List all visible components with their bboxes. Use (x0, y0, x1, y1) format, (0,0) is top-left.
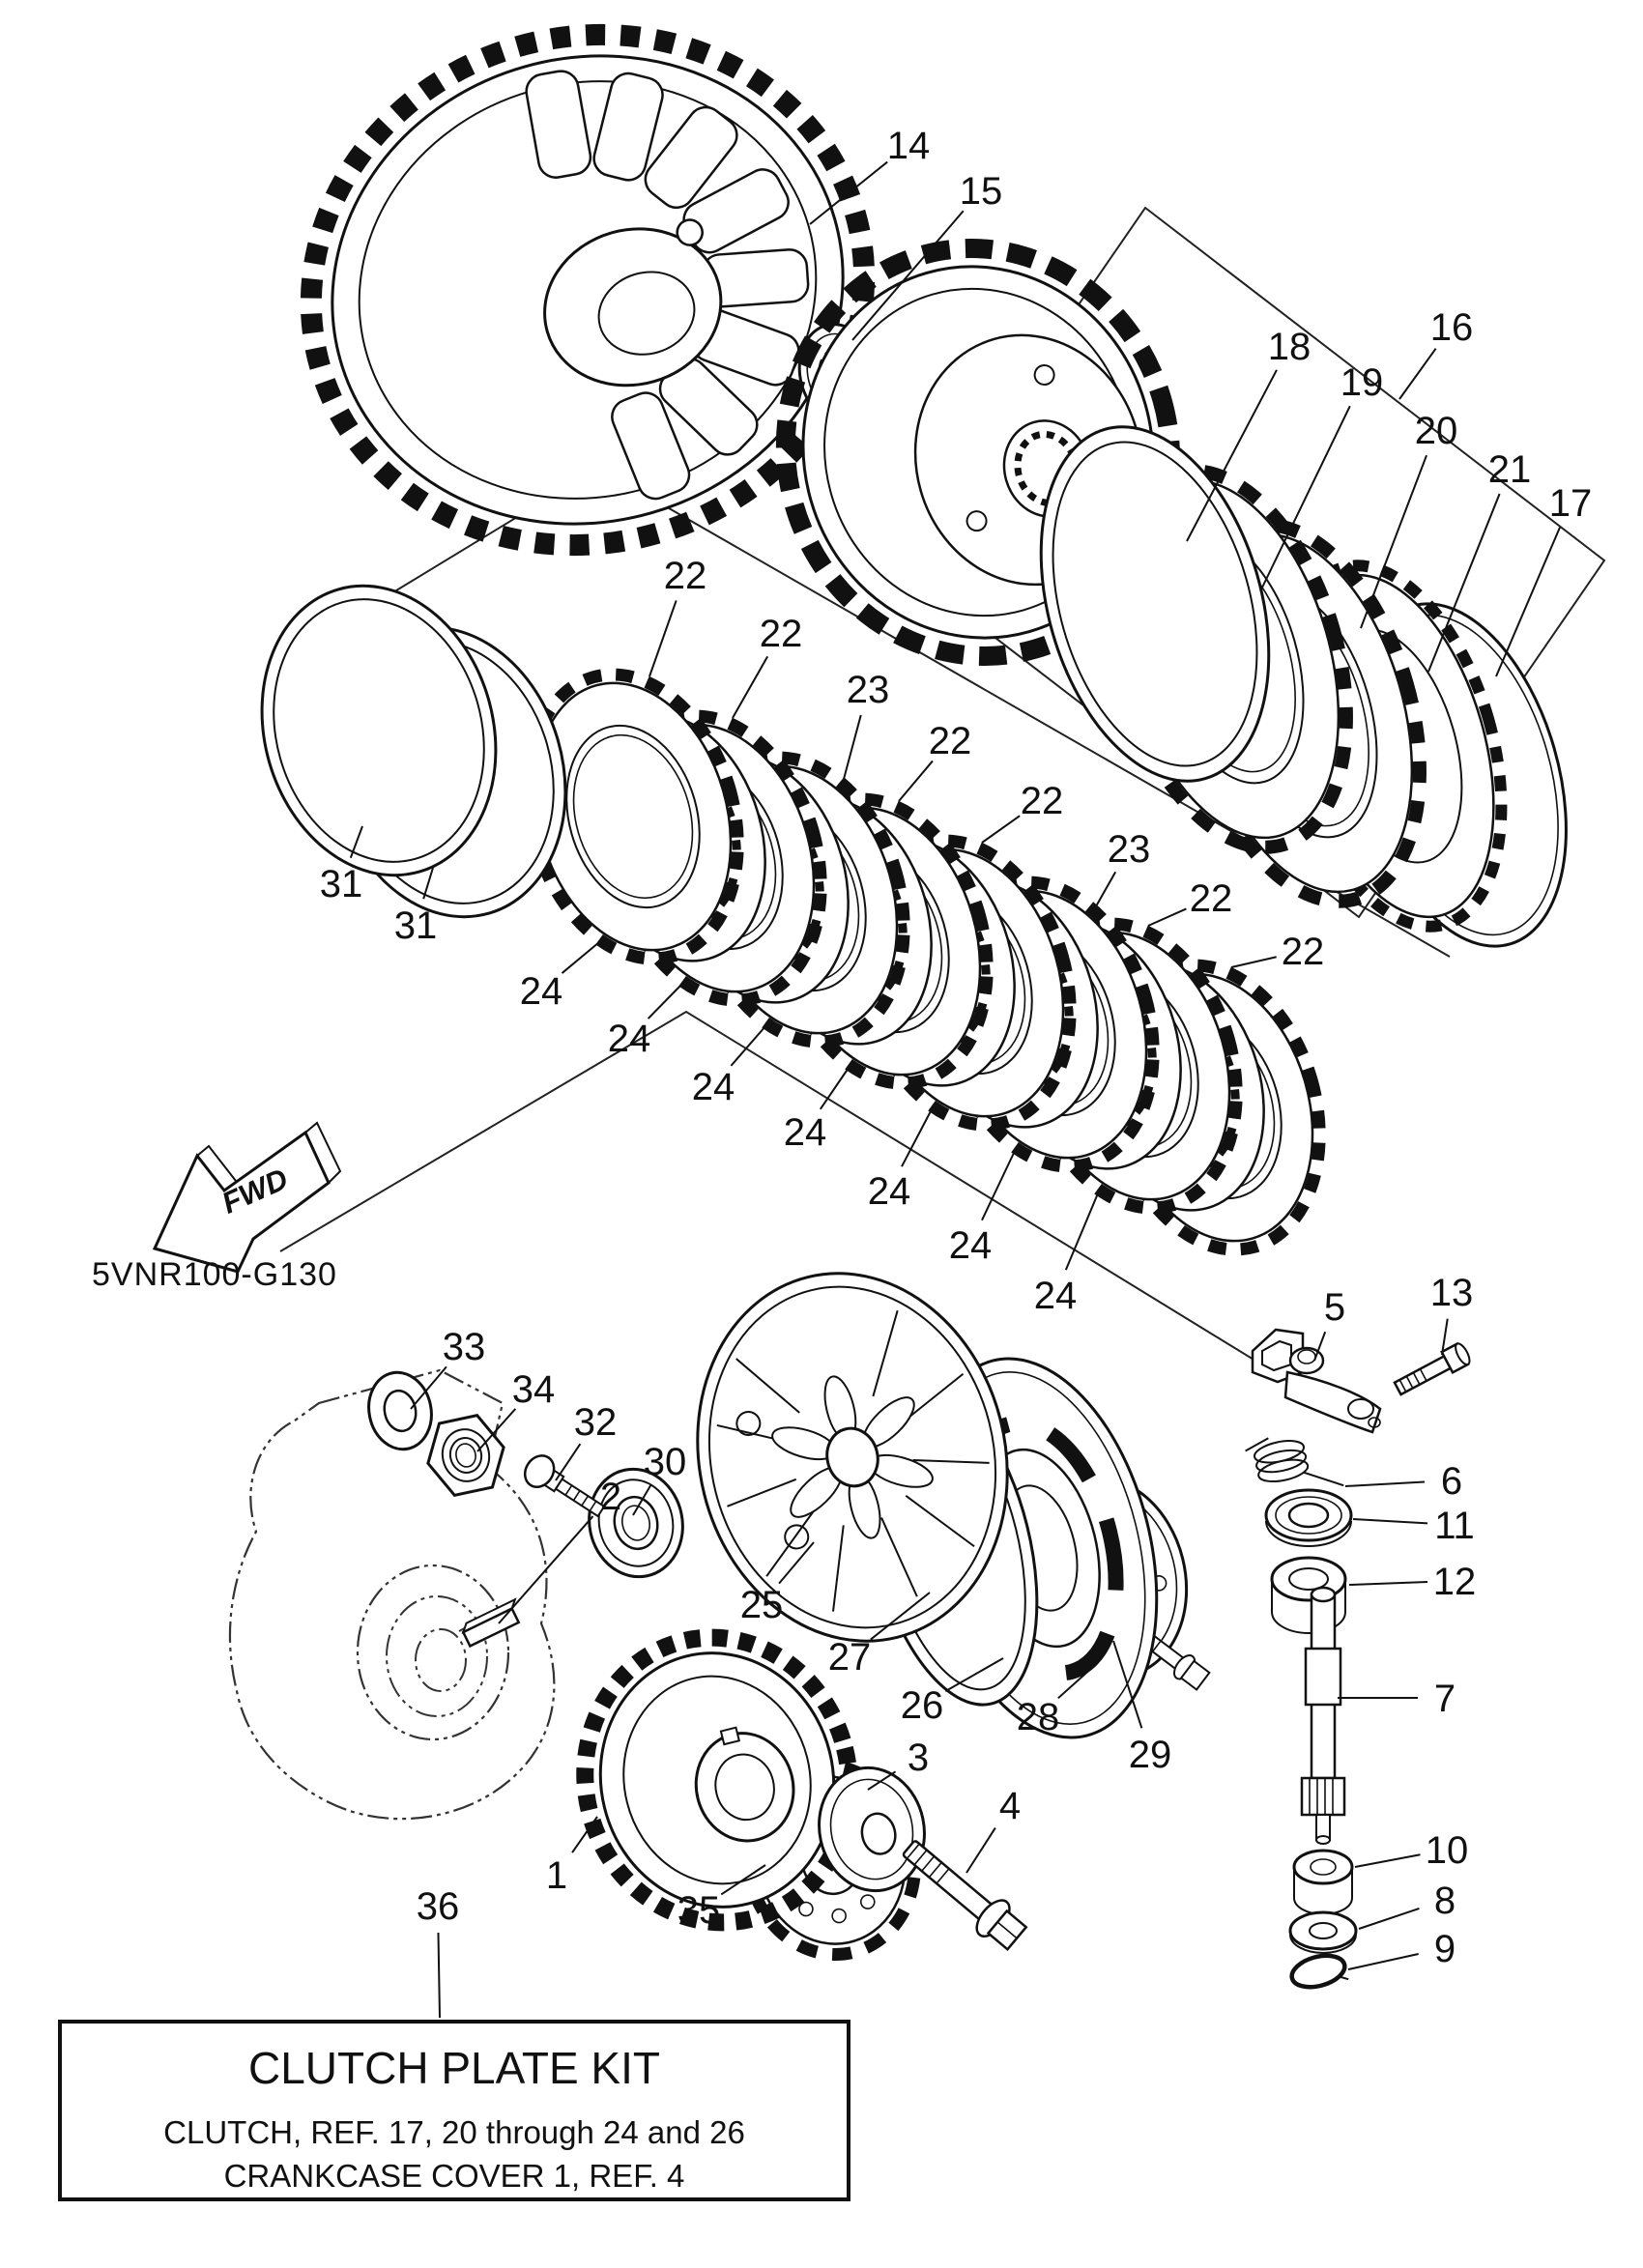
leader-line-24 (562, 942, 599, 973)
callout-34: 34 (511, 1368, 556, 1411)
callout-10: 10 (1425, 1829, 1469, 1872)
leader-line-22 (649, 600, 677, 676)
cover-boss (358, 1565, 508, 1739)
callout-7: 7 (1433, 1678, 1456, 1720)
callout-22: 22 (663, 555, 707, 597)
callout-9: 9 (1433, 1928, 1456, 1970)
bearing-11 (1266, 1490, 1351, 1546)
leader-line-22 (1148, 908, 1186, 926)
callout-23: 23 (1107, 828, 1151, 871)
leader-line-8 (1359, 1909, 1419, 1929)
callout-23: 23 (846, 669, 890, 711)
callout-31: 31 (319, 863, 363, 905)
leader-line-6 (1345, 1482, 1425, 1486)
leader-line-9 (1348, 1954, 1419, 1969)
spring-washer-9 (1288, 1950, 1348, 1993)
callout-22: 22 (1020, 780, 1064, 822)
callout-24: 24 (867, 1170, 911, 1213)
fwd-arrow (155, 1123, 340, 1272)
kit-box-title: CLUTCH PLATE KIT (248, 2043, 660, 2093)
callout-15: 15 (959, 170, 1003, 213)
drawing-code: 5VNR100-G130 (92, 1256, 337, 1293)
leader-line-24 (902, 1109, 932, 1166)
adjuster-screw-32 (519, 1450, 610, 1526)
callout-30: 30 (643, 1441, 687, 1483)
callout-21: 21 (1487, 448, 1532, 491)
callout-28: 28 (1016, 1696, 1060, 1738)
release-lever-5 (1253, 1330, 1380, 1432)
callout-22: 22 (1281, 931, 1325, 973)
callout-22: 22 (759, 613, 803, 655)
callout-24: 24 (691, 1066, 735, 1108)
callout-1: 1 (545, 1854, 568, 1897)
callout-19: 19 (1340, 361, 1384, 404)
callout-22: 22 (1189, 877, 1233, 920)
callout-12: 12 (1432, 1561, 1477, 1603)
callout-20: 20 (1414, 410, 1458, 452)
callout-16: 16 (1429, 306, 1474, 349)
leader-line-36 (438, 1933, 440, 2018)
leader-line-12 (1349, 1582, 1427, 1585)
callout-24: 24 (783, 1111, 827, 1154)
leader-line-11 (1353, 1519, 1427, 1523)
fwd-label: FWD (216, 1162, 294, 1220)
callout-3: 3 (907, 1737, 930, 1779)
kit-box (60, 2022, 849, 2199)
callout-22: 22 (928, 720, 972, 762)
callout-24: 24 (948, 1224, 993, 1267)
leader-line-23 (843, 715, 861, 783)
kit-box-line2: CRANKCASE COVER 1, REF. 4 (223, 2158, 685, 2194)
leader-line-22 (1231, 957, 1277, 967)
callout-24: 24 (1033, 1275, 1078, 1317)
kit-box-line1: CLUTCH, REF. 17, 20 through 24 and 26 (163, 2114, 745, 2150)
callout-17: 17 (1548, 482, 1593, 525)
lever-bolt-13 (1393, 1341, 1473, 1398)
callout-14: 14 (886, 125, 931, 167)
leader-line-23 (1092, 872, 1115, 913)
callout-11: 11 (1434, 1505, 1475, 1547)
leader-line-17 (1496, 528, 1560, 676)
callout-25: 25 (739, 1584, 784, 1626)
leader-line-22 (982, 816, 1020, 843)
callout-24: 24 (607, 1018, 651, 1060)
callout-18: 18 (1267, 326, 1312, 368)
callout-27: 27 (827, 1636, 872, 1679)
callout-8: 8 (1433, 1880, 1456, 1922)
roller-10 (1294, 1851, 1352, 1914)
leader-line-24 (731, 1026, 765, 1066)
leader-line-16 (1399, 349, 1436, 399)
callout-29: 29 (1128, 1734, 1172, 1776)
leader-line-4 (966, 1828, 995, 1873)
callout-32: 32 (573, 1401, 618, 1444)
callout-4: 4 (998, 1785, 1022, 1827)
callout-31: 31 (393, 904, 438, 947)
callout-26: 26 (900, 1684, 944, 1727)
callout-5: 5 (1323, 1286, 1346, 1329)
leader-line-10 (1355, 1854, 1420, 1867)
washer-8 (1290, 1912, 1356, 1953)
leader-line-22 (899, 761, 933, 801)
callout-35: 35 (677, 1889, 721, 1932)
leader-line-24 (1066, 1193, 1098, 1270)
callout-6: 6 (1440, 1460, 1463, 1503)
push-rod-7 (1302, 1588, 1344, 1844)
leader-line-22 (733, 656, 767, 718)
callout-24: 24 (519, 970, 563, 1013)
callout-13: 13 (1429, 1272, 1474, 1314)
callout-33: 33 (442, 1326, 486, 1368)
callout-2: 2 (599, 1476, 622, 1518)
leader-line-32 (556, 1444, 580, 1480)
callout-36: 36 (416, 1885, 460, 1928)
leader-line-24 (649, 984, 682, 1019)
